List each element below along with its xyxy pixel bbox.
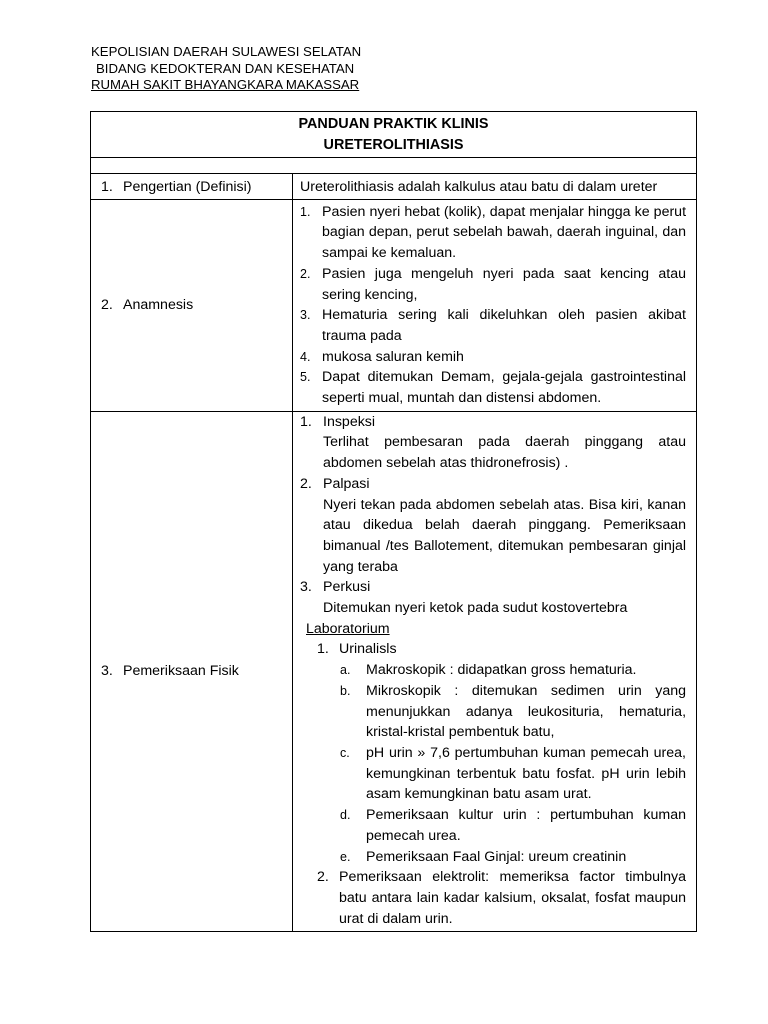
sub-item-letter: b. [340,683,351,698]
urinalysis-sub-item [300,805,686,846]
section-number: 3. [300,579,312,596]
urinalysis-sub-item [300,847,686,868]
lab-item-electrolyte [300,867,686,929]
urinalysis-sub-item [300,681,686,743]
row-label-pemeriksaan [91,411,293,932]
anamnesis-item-number: 4. [300,349,311,364]
lab-item-number: 2. [317,869,329,886]
anamnesis-item-text: Hematuria sering kali dikeluhkan oleh pasien akibat trauma pada [322,307,687,344]
pengertian-text: Ureterolithiasis adalah kalkulus atau batu di dalam ureter [293,174,697,200]
row-pengertian [91,174,697,200]
urinalysis-sub-items [300,660,686,867]
sub-item-text: Mikroskopik : ditemukan sedimen urin yang menunjukkan adanya leukosituria, hematuria, kristal-kristal pembentuk batu, [366,682,687,741]
row-label-anamnesis [91,199,293,411]
document-title [91,112,697,158]
section-heading: Palpasi [323,475,370,492]
section-number: 2. [300,475,312,492]
urinalysis-sub-item [300,660,686,681]
row-anamnesis [91,199,697,411]
section-body: Ditemukan nyeri ketok pada sudut kostovertebra [323,600,628,617]
clinical-guideline-table [90,111,697,932]
sub-item-letter: c. [340,745,350,760]
lab-item-number: 1. [317,641,329,658]
anamnesis-list [300,202,686,409]
physical-exam-section [300,474,686,578]
row-number: 1. [101,179,113,195]
anamnesis-item-number: 3. [300,308,311,323]
physical-exam-section [300,412,686,474]
letterhead [91,44,361,94]
letterhead-line-1: KEPOLISIAN DAERAH SULAWESI SELATAN [91,44,362,59]
physical-exam-sections [300,412,686,619]
row-label-text: Anamnesis [123,296,194,313]
anamnesis-content [293,199,697,411]
anamnesis-item [300,202,686,264]
sub-item-text: Pemeriksaan Faal Ginjal: ureum creatinin [366,848,627,865]
lab-heading: Laboratorium [306,620,390,637]
anamnesis-item-text: Pasien nyeri hebat (kolik), dapat menjalar hingga ke perut bagian depan, perut sebelah bawah, daerah inguinal, dan sampai ke kemaluan. [322,203,687,262]
sub-item-text: Pemeriksaan kultur urin : pertumbuhan kuman pemecah urea. [366,807,687,844]
sub-item-letter: a. [340,663,351,678]
title-line-1: PANDUAN PRAKTIK KLINIS [298,116,489,132]
title-line-2: URETEROLITHIASIS [323,136,464,153]
anamnesis-item [300,305,686,346]
physical-exam-section [300,577,686,618]
section-body: Nyeri tekan pada abdomen sebelah atas. Bisa kiri, kanan atau dikedua belah daerah pinggang. Pemeriksaan bimanual /tes Ballotement, ditemukan pembesaran ginjal yang teraba [323,496,687,575]
row-label-text: Pengertian (Definisi) [123,179,252,195]
row-number: 2. [101,296,113,313]
urinalysis-sub-item [300,743,686,805]
pemeriksaan-content [293,411,697,932]
row-number: 3. [101,663,113,680]
anamnesis-item-text: Pasien juga mengeluh nyeri pada saat kencing atau sering kencing, [322,265,687,303]
anamnesis-item [300,264,686,305]
anamnesis-item [300,347,686,368]
section-heading: Perkusi [323,579,371,596]
anamnesis-item-number: 5. [300,370,311,385]
section-number: 1. [300,413,312,430]
letterhead-line-2: BIDANG KEDOKTERAN DAN KESEHATAN [96,60,355,76]
letterhead-line-3: RUMAH SAKIT BHAYANGKARA MAKASSAR [91,77,360,92]
lab-item-text: Urinalisls [339,641,397,658]
sub-item-letter: d. [340,808,351,823]
anamnesis-item [300,367,686,408]
row-label-text: Pemeriksaan Fisik [123,663,239,680]
lab-item-urinalysis [300,639,686,660]
anamnesis-item-number: 1. [300,204,311,219]
section-heading: Inspeksi [323,413,376,430]
anamnesis-item-number: 2. [300,266,311,281]
spacer-row [91,158,697,174]
anamnesis-item-text: Dapat ditemukan Demam, gejala-gejala gastrointestinal seperti mual, muntah dan distensi abdomen. [322,369,687,407]
section-body: Terlihat pembesaran pada daerah pinggang atau abdomen sebelah atas thidronefrosis) . [323,434,687,472]
lab-item-text: Pemeriksaan elektrolit: memeriksa factor timbulnya batu antara lain kadar kalsium, oksalat, fosfat maupun urat di dalam urin. [339,869,687,927]
sub-item-text: Makroskopik : didapatkan gross hematuria. [366,662,637,679]
sub-item-text: pH urin » 7,6 pertumbuhan kuman pemecah urea, kemungkinan terbentuk batu fosfat. pH urin lebih asam kemungkinan batu asam urat. [366,744,687,803]
anamnesis-item-text: mukosa saluran kemih [322,348,464,365]
sub-item-letter: e. [340,849,351,864]
row-label-pengertian [91,174,293,200]
row-pemeriksaan [91,411,697,932]
